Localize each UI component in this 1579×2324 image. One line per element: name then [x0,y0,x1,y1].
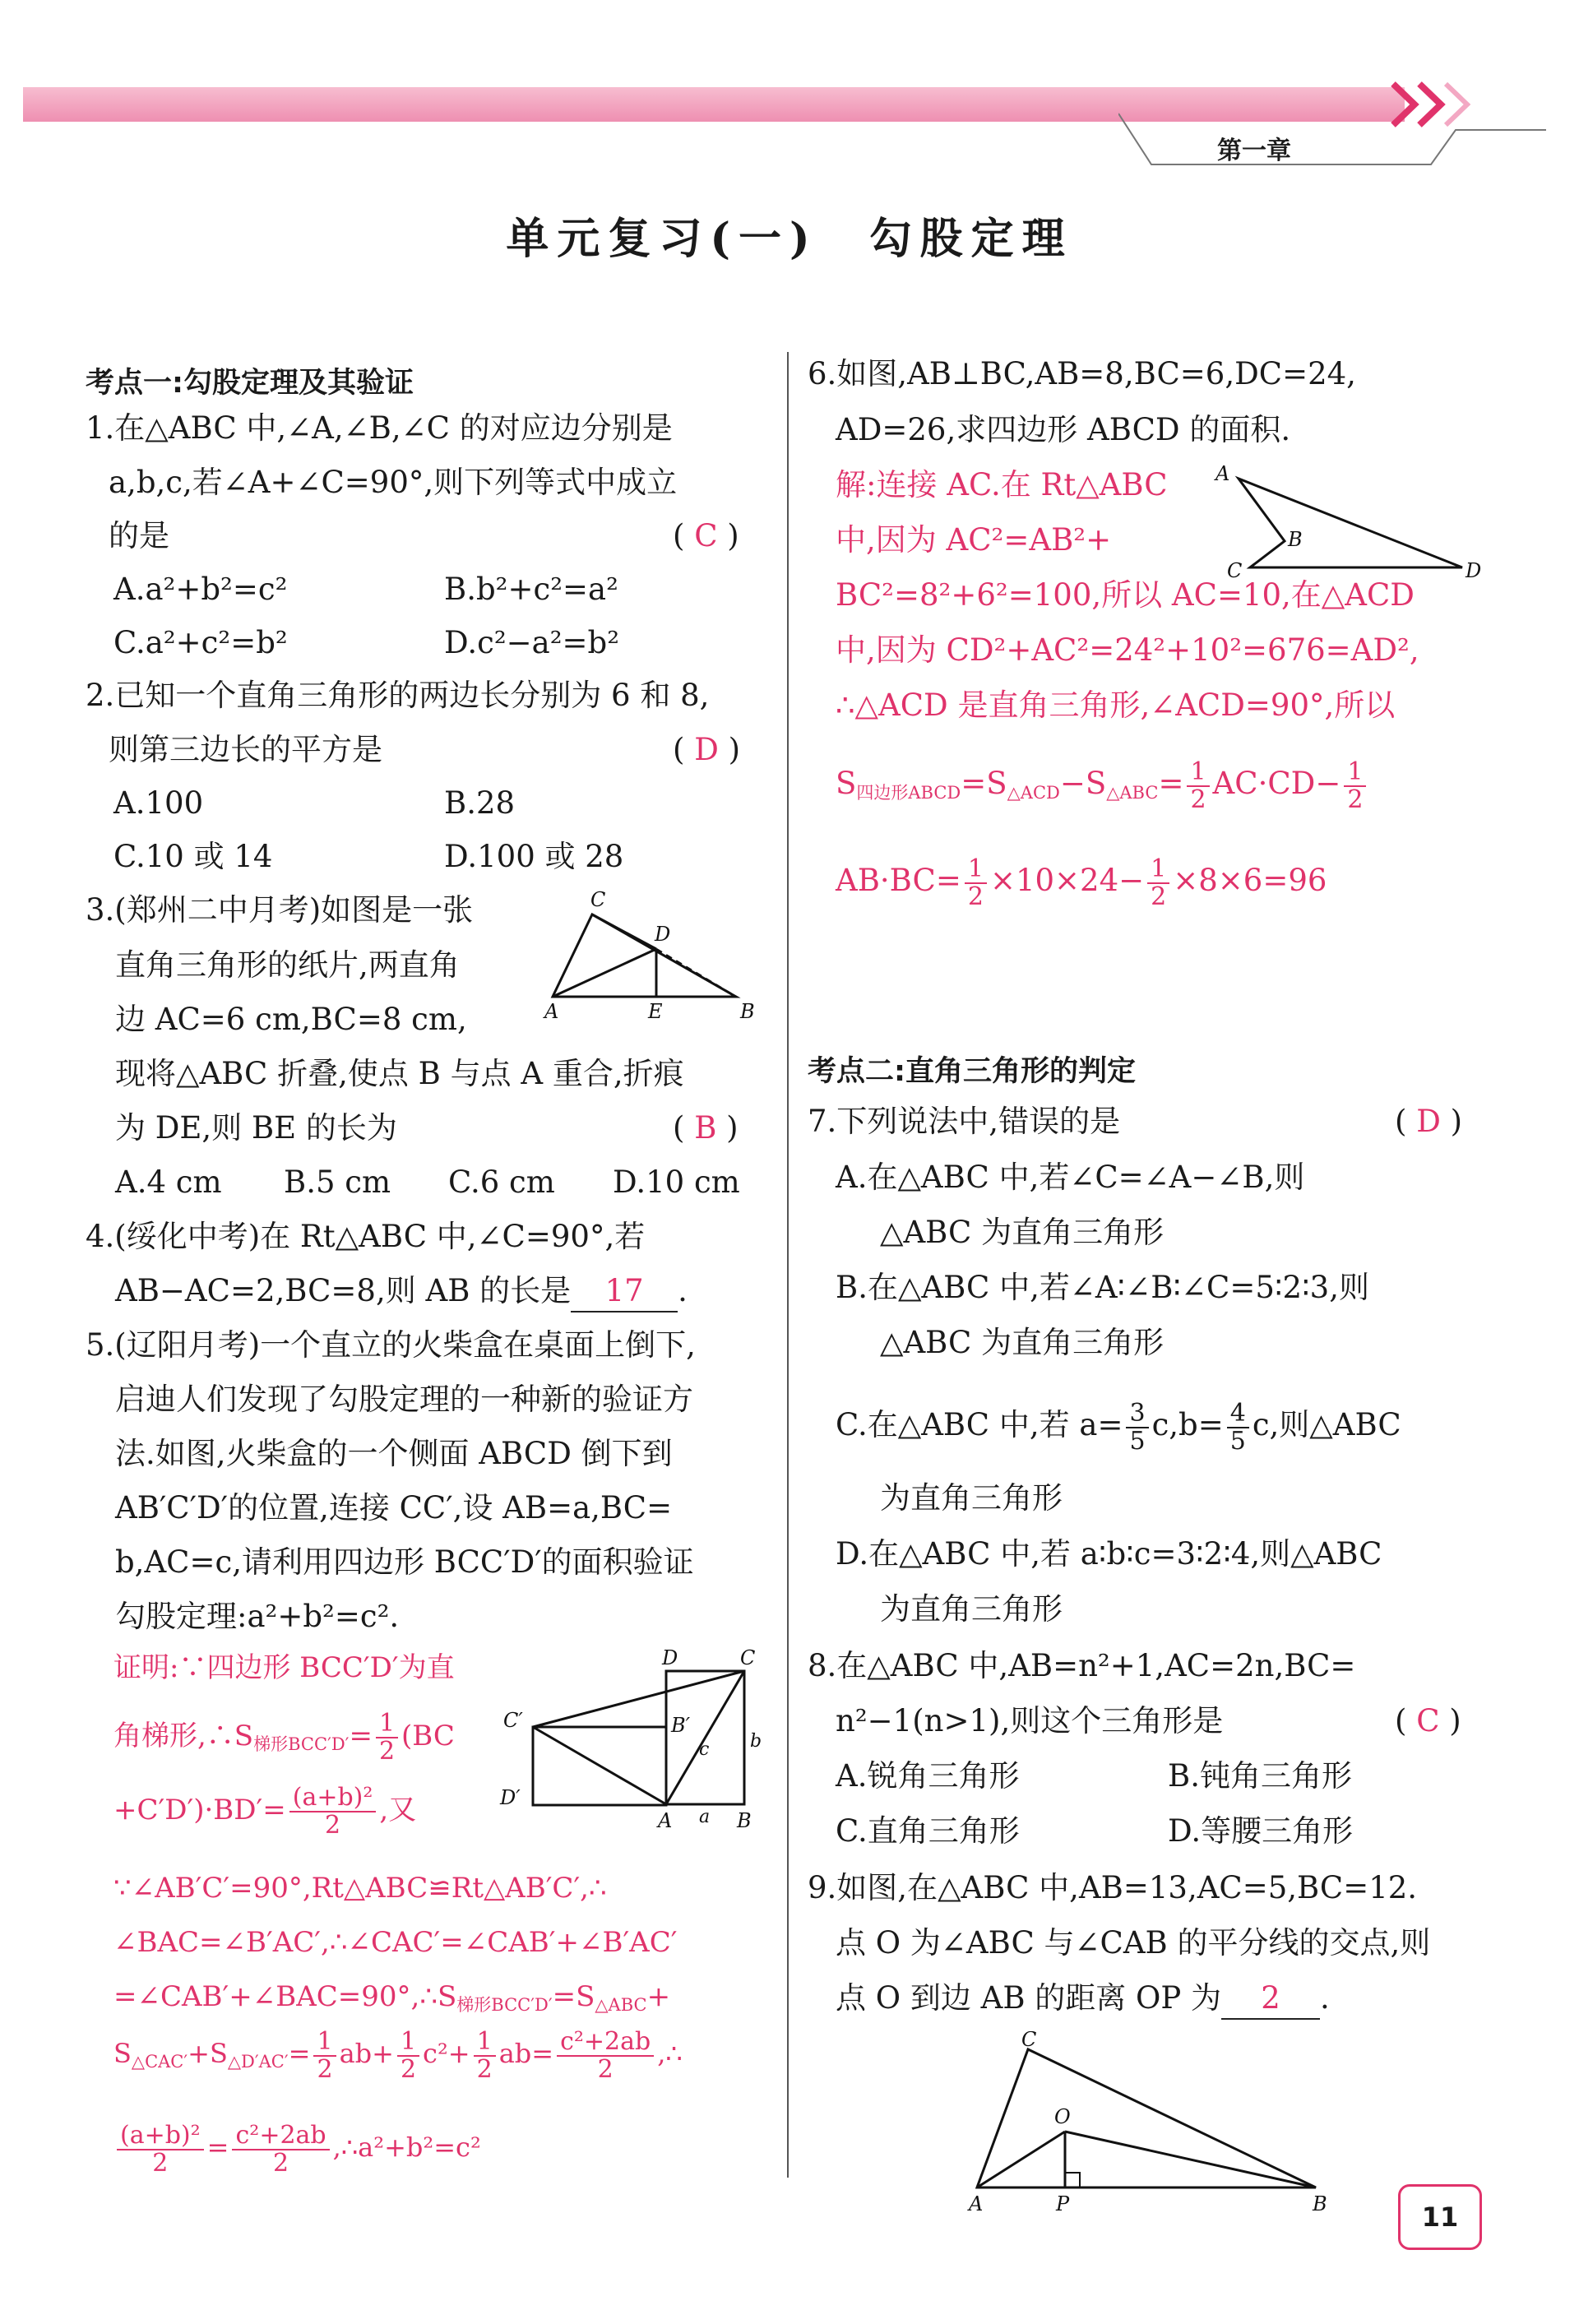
q9-fig-O: O [1054,2105,1071,2128]
q3-answer: ( B ) [673,1110,739,1146]
q6-solution-line5: ∴△ACD 是直角三角形,∠ACD=90°,所以 [836,687,1396,723]
q6-fig-D: D [1466,559,1482,582]
section-heading-2: 考点二:直角三角形的判定 [808,1055,1136,1088]
q5-fig-a: a [699,1807,711,1827]
q8-option-c: C.直角三角形 [836,1813,1020,1849]
q5-proof-line7 [113,2025,683,2090]
q8-option-a: A.锐角三角形 [836,1758,1020,1794]
q5-p2-tail: (BC [401,1720,455,1752]
q6-line2: AD=26,求四边形 ABCD 的面积. [836,412,1291,447]
q8-option-d: D.等腰三角形 [1168,1813,1354,1849]
q6-figure [1209,461,1489,592]
q5-p8-f1-num: (a+b)² [117,2123,204,2150]
q5-p7-t4: ,∴ [657,2038,683,2069]
q3-option-d: D.10 cm [613,1164,740,1200]
q5-p6-sub2: △ABC [595,1995,647,2015]
q9-figure [954,2031,1349,2220]
q1-option-b: B.b²+c²=a² [444,572,618,607]
q5-p7-eq: = [288,2038,311,2069]
q5-proof-line3 [113,1781,416,1839]
q8-answer-value: C [1416,1703,1440,1738]
q6-solution-line4: 中,因为 CD²+AC²=24²+10²=676=AD², [836,632,1419,668]
q3-fig-label-D: D [655,923,671,946]
q5-p8-eq: = [206,2132,229,2163]
q5-p2-text: 角梯形,∴S [113,1720,254,1752]
q6-s7-f1-num: 1 [965,856,987,884]
q4-line2-text: AB−AC=2,BC=8,则 AB 的长是 [115,1273,572,1308]
q3-option-b: B.5 cm [284,1164,391,1200]
q5-line6: 勾股定理:a²+b²=c². [115,1599,400,1634]
q7-option-d2: 为直角三角形 [880,1591,1063,1627]
q5-figure [493,1640,773,1837]
q7-answer: ( D ) [1395,1104,1463,1139]
q6-s7-f2-den: 2 [1151,882,1167,911]
q5-p2-eq: = [349,1720,373,1752]
q4-line2 [115,1271,688,1312]
q8-option-b: B.钝角三角形 [1168,1758,1352,1794]
q5-p8-tail: ,∴a²+b²=c² [332,2132,481,2163]
q1-option-a: A.a²+b²=c² [113,572,288,607]
q5-fig-D: D [662,1646,678,1669]
q9-answer-blank: 2 [1221,1979,1320,2020]
q2-line2: 则第三边长的平方是 [109,732,382,767]
q7-c1-f2-num: 4 [1227,1400,1249,1428]
q4-end: . [678,1273,688,1308]
q8-line1: 8.在△ABC 中,AB=n²+1,AC=2n,BC= [808,1648,1356,1683]
q5-line2: 启迪人们发现了勾股定理的一种新的验证方 [115,1382,693,1417]
q3-answer-value: B [694,1110,717,1146]
q5-p7-t1: ab+ [339,2038,394,2069]
q9-fig-B: B [1313,2192,1327,2215]
q6-s6-f2-num: 1 [1344,759,1366,787]
q6-line1: 6.如图,AB⊥BC,AB=8,BC=6,DC=24, [808,356,1356,391]
q6-s7-f1-den: 2 [967,882,984,911]
q5-p3-num: (a+b)² [289,1785,377,1812]
q6-solution-line6 [836,755,1369,822]
q3-line5: 为 DE,则 BE 的长为 [115,1110,397,1146]
q5-fig-Dp: D′ [500,1786,521,1809]
q9-line2: 点 O 为∠ABC 与∠CAB 的平分线的交点,则 [836,1925,1431,1961]
q3-figure [535,890,765,1030]
q7-c1-tail: c,则△ABC [1252,1407,1401,1442]
q5-p3-den: 2 [325,1811,341,1840]
q6-s6-text: AC·CD− [1212,766,1341,801]
q3-line4: 现将△ABC 折叠,使点 B 与点 A 重合,折痕 [115,1056,684,1091]
q1-answer-value: C [694,518,718,553]
q5-p2-den: 2 [378,1737,396,1766]
q7-answer-value: D [1416,1104,1441,1139]
q6-s6-s: S [836,766,857,801]
q6-s6-f1-num: 1 [1187,759,1209,787]
q6-s6-sub3: △ABC [1106,783,1159,803]
q5-line4: AB′C′D′的位置,连接 CC′,设 AB=a,BC= [115,1490,673,1525]
q6-s6-f1-den: 2 [1190,785,1206,814]
q6-fig-A: A [1216,462,1230,485]
q6-s6-sub: 四边形ABCD [856,783,961,803]
q3-fig-label-A: A [544,1000,559,1023]
q6-s6-eq2: = [1158,766,1184,801]
q5-p2-num: 1 [376,1711,398,1738]
q7-c1-mid: c,b= [1151,1407,1224,1442]
q8-answer: ( C ) [1395,1703,1461,1738]
q5-line5: b,AC=c,请利用四边形 BCC′D′的面积验证 [115,1544,694,1580]
q5-p7-s: S [113,2038,132,2069]
q5-fig-A: A [658,1809,673,1832]
q7-option-c2: 为直角三角形 [880,1480,1063,1516]
page-title: 单元复习(一) 勾股定理 [506,214,1073,264]
q5-p7-f4-den: 2 [597,2054,614,2084]
q2-line1: 2.已知一个直角三角形的两边长分别为 6 和 8, [86,678,710,713]
q5-fig-Bp: B′ [671,1714,691,1737]
q5-fig-c: c [699,1739,710,1760]
q6-s7-tail: ×8×6=96 [1173,863,1327,898]
q9-end: . [1320,1980,1330,2016]
q3-line3: 边 AC=6 cm,BC=8 cm, [115,1002,467,1037]
q5-p7-plus: +S [188,2038,228,2069]
q9-fig-C: C [1021,2031,1037,2051]
q5-line1: 5.(辽阳月考)一个直立的火柴盒在桌面上倒下, [86,1327,696,1363]
q5-proof-line5: ∠BAC=∠B′AC′,∴∠CAC′=∠CAB′+∠B′AC′ [113,1926,678,1959]
q5-p3-text: +C′D′)·BD′= [113,1794,286,1826]
q1-line3: 的是 [109,518,169,553]
q3-option-a: A.4 cm [115,1164,222,1200]
q5-fig-Cp: C′ [503,1709,523,1732]
q5-p2-sub: 梯形BCC′D′ [253,1734,350,1754]
q5-proof-line8 [113,2118,481,2177]
q2-answer-value: D [694,732,719,767]
q1-option-c: C.a²+c²=b² [113,625,288,660]
q5-proof-line1: 证明:∵四边形 BCC′D′为直 [113,1651,455,1684]
q2-option-d: D.100 或 28 [444,839,624,874]
q1-line2: a,b,c,若∠A+∠C=90°,则下列等式中成立 [109,465,678,500]
q7-line1: 7.下列说法中,错误的是 [808,1104,1121,1139]
q5-fig-b: b [750,1731,762,1752]
q9-line3-text: 点 O 到边 AB 的距离 OP 为 [836,1980,1222,2016]
q5-fig-B: B [737,1809,752,1832]
q5-p3-tail: ,又 [379,1794,417,1826]
q2-answer: ( D ) [673,732,741,767]
q5-p7-f2-den: 2 [400,2054,417,2084]
q6-s6-minus: −S [1059,766,1107,801]
q9-line3 [836,1979,1330,2020]
q7-c1-f2-den: 5 [1229,1426,1246,1456]
q6-s6-sub2: △ACD [1007,783,1060,803]
q6-s7-mid: ×10×24− [989,863,1145,898]
section-heading-1: 考点一:勾股定理及其验证 [86,367,414,400]
q9-line1: 9.如图,在△ABC 中,AB=13,AC=5,BC=12. [808,1870,1418,1905]
q3-fig-label-B: B [740,1000,755,1023]
q5-p7-t2: c²+ [423,2038,470,2069]
q5-p7-f1-num: 1 [313,2029,336,2057]
q5-proof-line2 [113,1707,455,1773]
q5-p8-f2-den: 2 [273,2148,289,2178]
page-number: 11 [1421,2201,1459,2233]
q1-line1: 1.在△ABC 中,∠A,∠B,∠C 的对应边分别是 [86,410,673,446]
q5-p7-f4-num: c²+2ab [557,2029,654,2057]
q8-line2: n²−1(n>1),则这个三角形是 [836,1703,1224,1738]
q6-fig-B: B [1288,528,1303,551]
q6-s6-f2-den: 2 [1347,785,1364,814]
q7-option-b2: △ABC 为直角三角形 [880,1325,1165,1360]
q6-s7-f2-num: 1 [1147,856,1169,884]
q5-p7-sub1: △CAC′ [131,2052,188,2072]
q7-option-d1: D.在△ABC 中,若 a∶b∶c=3∶2∶4,则△ABC [836,1536,1382,1572]
q6-solution-line7 [836,852,1327,910]
q3-fig-label-C: C [590,890,606,911]
q7-option-b1: B.在△ABC 中,若∠A∶∠B∶∠C=5∶2∶3,则 [836,1270,1369,1305]
chapter-tab-frame [1118,107,1546,173]
q5-line3: 法.如图,火柴盒的一个侧面 ABCD 倒下到 [115,1436,673,1471]
q5-p7-f3-den: 2 [476,2054,493,2084]
q3-line2: 直角三角形的纸片,两直角 [115,947,460,983]
q3-fig-label-E: E [648,1000,663,1023]
q4-line1: 4.(绥化中考)在 Rt△ABC 中,∠C=90°,若 [86,1219,646,1254]
page-number-box [1398,2184,1482,2250]
q5-p7-sub2: △D′AC′ [227,2052,289,2072]
q5-p8-f1-den: 2 [152,2148,169,2178]
q7-c1-f1-den: 5 [1129,1426,1146,1456]
q7-option-a1: A.在△ABC 中,若∠C=∠A−∠B,则 [836,1160,1305,1195]
q9-fig-A: A [969,2192,984,2215]
q6-s6-eq: =S [961,766,1007,801]
q6-solution-line2: 中,因为 AC²=AB²+ [836,522,1112,558]
q7-option-c1 [836,1396,1401,1455]
q5-p6-sub: 梯形BCC′D′ [456,1995,553,2015]
q6-solution-line1: 解:连接 AC.在 Rt△ABC [836,467,1168,502]
chapter-label: 第一章 [1217,137,1291,165]
q5-proof-line6 [113,1977,670,2025]
q5-fig-C: C [740,1646,756,1669]
q2-option-b: B.28 [444,785,516,821]
q5-p6-text: =∠CAB′+∠BAC=90°,∴S [113,1980,457,2013]
q5-p6-tail: + [646,1980,671,2013]
q6-solution-line3: BC²=8²+6²=100,所以 AC=10,在△ACD [836,577,1415,613]
q5-proof-line4: ∵∠AB′C′=90°,Rt△ABC≌Rt△AB′C′,∴ [113,1872,607,1905]
q9-fig-P: P [1056,2192,1070,2215]
q5-p6-eq: =S [552,1980,595,2013]
q2-option-a: A.100 [113,785,204,821]
q5-p7-f2-num: 1 [397,2029,419,2057]
q3-line1: 3.(郑州二中月考)如图是一张 [86,892,474,928]
q7-option-a2: △ABC 为直角三角形 [880,1215,1165,1250]
q6-s7-text: AB·BC= [836,863,961,898]
q5-p8-f2-num: c²+2ab [232,2123,329,2150]
q5-p7-f1-den: 2 [317,2054,333,2084]
q7-c1-text: C.在△ABC 中,若 a= [836,1407,1123,1442]
q3-option-c: C.6 cm [448,1164,555,1200]
q7-c1-f1-num: 3 [1126,1400,1148,1428]
q1-answer: ( C ) [673,518,739,553]
q5-p7-t3: ab= [498,2038,554,2069]
q5-p7-f3-num: 1 [474,2029,496,2057]
q4-answer-blank: 17 [571,1271,678,1312]
q1-option-d: D.c²−a²=b² [444,625,620,660]
q2-option-c: C.10 或 14 [113,839,273,874]
column-divider [787,352,789,2178]
q6-fig-C: C [1227,559,1243,582]
